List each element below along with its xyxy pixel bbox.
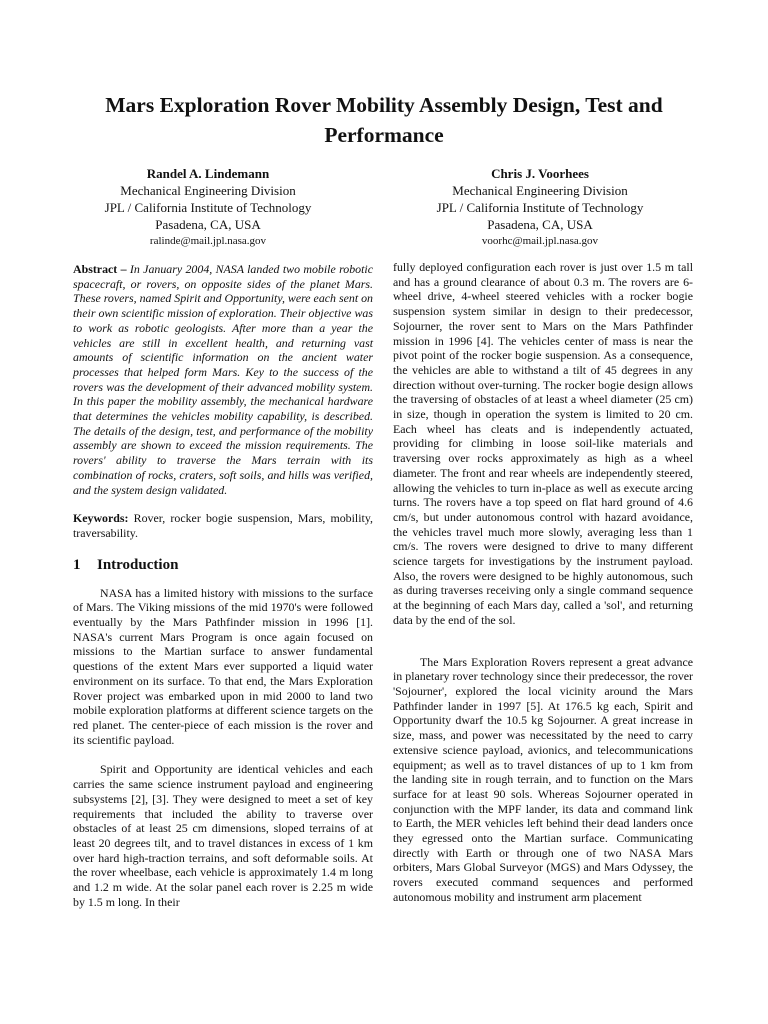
body-paragraph: NASA has a limited history with missions to the surface of Mars. The Viking missions of the mid 1970's were followed eventually by the Mars Pathfinder mission in 1996 [1]. NASA's current Mars Program is once again focused on missions to the Martian surface to answer fundamental questions of the extent Mars ever supported a liquid water environment on its surface. To that end, the Mars Exploration Rover project was embarked upon in mid 2000 to land two mobile exploration platforms at different science targets on the red planet. The center-piece of each mission is the rover and its scientific payload.	[73, 585, 373, 747]
author-location: Pasadena, CA, USA	[155, 217, 261, 232]
body-paragraph: The Mars Exploration Rovers represent a great advance in planetary rover technology since their predecessor, the rover 'Sojourner', explored the local vicinity around the Mars Pathfinder lander in 1997 [5]. At 176.5 kg each, Spirit and Opportunity dwarf the 10.5 kg Sojourner. A great increase in size, mass, and power was necessitated by the need to carry extensive science payload, avionics, and telecommunications equipment; as well as to travel distances of up to 1 km from the landing site in rough terrain, and to function on the Mars surface for at least 90 sols. Whereas Sojourner operated in conjunction with the MPF lander, its data and command link to Earth, the MER vehicles left behind their dead landers once they egressed onto the Martian surface. Communicating directly with Earth or through one of two NASA Mars orbiters, Mars Global Surveyor (MGS) and Mars Odyssey, the rovers executed command sequences and performed autonomous mobility and instrument arm placement	[393, 654, 693, 904]
author-division: Mechanical Engineering Division	[120, 183, 296, 198]
keywords-text: Rover, rocker bogie suspension, Mars, mobility, traversability.	[73, 511, 373, 540]
abstract	[73, 262, 373, 497]
body-paragraph: Spirit and Opportunity are identical vehicles and each carries the same science instrument payload and engineering subsystems [2], [3]. They were designed to meet a set of key requirements that included the ability to traverse over obstacles of at least 25 cm dimensions, sloped terrains of at least 20 degrees tilt, and to travel distances in excess of 1 km over hard high-traction terrains, and soft deformable soils. At the rover wheelbase, each vehicle is approximately 1.4 m long and 1.2 m wide. At the solar panel each rover is 2.25 m wide by 1.5 m long. In their	[73, 762, 373, 909]
author-email: voorhc@mail.jpl.nasa.gov	[481, 235, 599, 247]
author-block-voorhees	[390, 165, 690, 250]
author-block-lindemann	[58, 165, 358, 250]
right-column	[393, 260, 693, 905]
paper-title: Mars Exploration Rover Mobility Assembly Design, Test and Performance	[105, 93, 663, 147]
section-heading-introduction	[73, 556, 373, 574]
author-division: Mechanical Engineering Division	[452, 183, 628, 198]
left-column	[73, 262, 373, 909]
author-institution: JPL / California Institute of Technology	[436, 200, 644, 215]
author-name: Randel A. Lindemann	[146, 166, 270, 181]
author-name: Chris J. Voorhees	[491, 166, 589, 181]
body-paragraph: fully deployed configuration each rover is just over 1.5 m tall and has a ground clearance of about 0.3 m. The rovers are 6-wheel drive, 4-wheel steered vehicles with a rocker bogie suspension system similar in design to their predecessor, Sojourner, the rover sent to Mars on the Mars Pathfinder mission in 1996 [4]. The vehicles center of mass is near the pivot point of the rocker bogie suspension. As a consequence, the vehicles are able to withstand a tilt of 45 degrees in any direction without over-turning. The rocker bogie design allows the traversing of obstacles of at least a wheel diameter (25 cm) in size, though in operation the system is limited to 20 cm. Each wheel has cleats and is independently actuated, providing for climbing in loose soil-like materials and traversing over rocks approximately as high as a wheel diameter. The front and rear wheels are independently steered, allowing the vehicles to turn in-place as well as execute arcing turns. The rovers have a top speed on flat hard ground of 4.6 cm/s, but under autonomous control with hazard avoidance, the vehicles travel much more slowly, averaging less than 1 cm/s. The rovers were designed to drive to many different science targets for investigations by the instrument payload. Also, the rovers were designed to be highly autonomous, such as during traverses receiving only a single command sequence at the beginning of each Mars day, called a 'sol', and returning data by the end of the sol.	[393, 260, 693, 627]
abstract-text: In January 2004, NASA landed two mobile robotic spacecraft, or rovers, on opposite sides of the planet Mars. These rovers, named Spirit and Opportunity, were each sent on their own scientific mission of exploration. Their objective was to work as robotic geologists. After more than a year the vehicles are still in excellent health, and returning vast amounts of scientific information on the ancient water processes that helped form Mars. Key to the success of the rovers was the development of their advanced mobility system. In this paper the mobility assembly, the mechanical hardware that determines the vehicles mobility capability, is described. The details of the design, test, and performance of the mobility assembly are shown to exceed the mission requirements. The rovers' ability to traverse the Mars terrain with its combination of rocks, craters, soft soils, and hills was verified, and the system design validated.	[73, 262, 373, 497]
keywords-label: Keywords:	[73, 511, 129, 526]
author-location: Pasadena, CA, USA	[487, 217, 593, 232]
author-institution: JPL / California Institute of Technology	[104, 200, 312, 215]
section-number: 1	[73, 556, 81, 573]
section-title: Introduction	[97, 556, 179, 573]
author-email: ralinde@mail.jpl.nasa.gov	[149, 235, 267, 247]
keywords	[73, 511, 373, 540]
abstract-label: Abstract –	[73, 262, 127, 276]
